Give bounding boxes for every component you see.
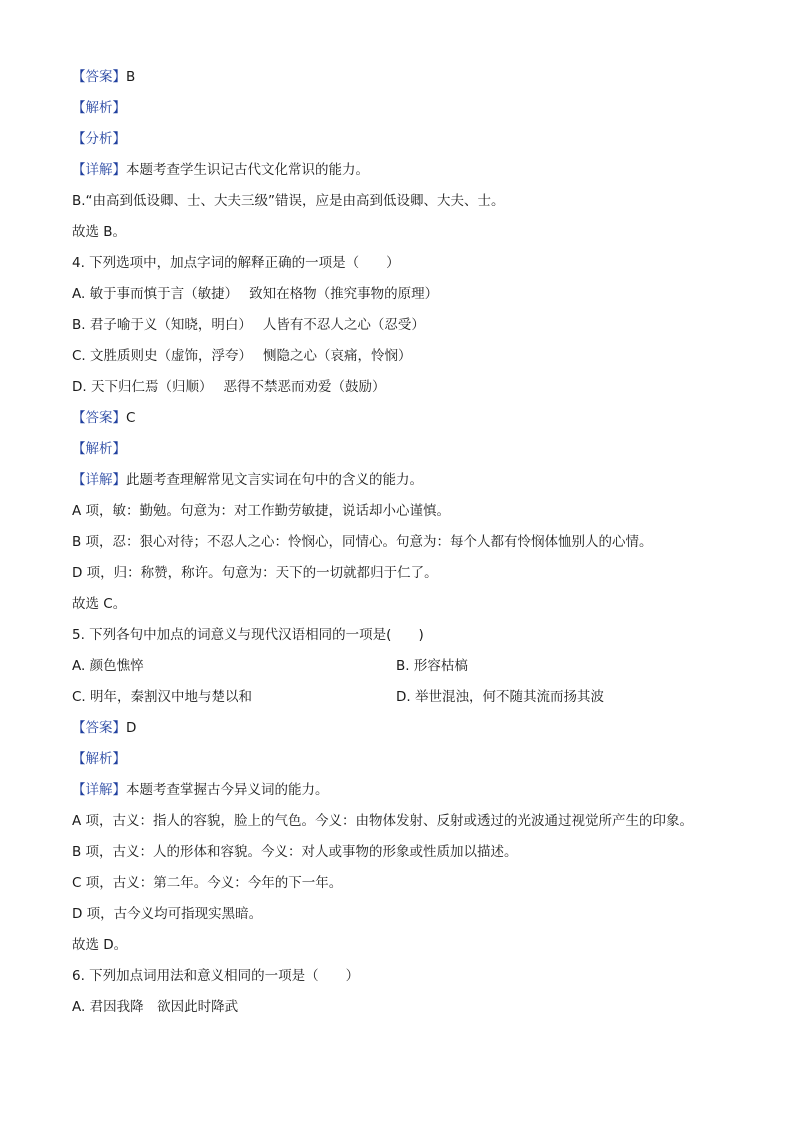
analysis-tag: 【解析】 [72,100,126,116]
q3-analysis-line [72,93,732,124]
q5-option-d: D. 举世混浊，何不随其流而扬其波 [396,689,604,705]
q6-stem: 6. 下列加点词用法和意义相同的一项是（ ） [72,968,360,984]
q3-explanation-b: B.“由高到低设卿、士、大夫三级”错误，应是由高到低设卿、大夫、士。 [72,193,505,209]
q5-option-c: C. 明年，秦割汉中地与楚以和 [72,689,253,705]
q4-answer-line [72,403,732,434]
fenxi-tag: 【分析】 [72,131,126,147]
q4-option-a: A. 敏于事而慎于言（敏捷） 致知在格物（推究事物的原理） [72,286,439,302]
answer-tag: 【答案】 [72,720,126,736]
q5-detail-line [72,775,732,806]
detail-text: 本题考查学生识记古代文化常识的能力。 [126,162,369,178]
q4-explanation-b: B 项，忍：狠心对待；不忍人之心：怜悯心，同情心。句意为：每个人都有怜悯体恤别人的心情。 [72,534,653,550]
detail-tag: 【详解】 [72,472,126,488]
q3-fenxi-line [72,124,732,155]
q3-detail-line [72,155,732,186]
analysis-tag: 【解析】 [72,441,126,457]
answer-value: B [126,69,136,85]
detail-tag: 【详解】 [72,162,126,178]
q5-explanation-b: B 项，古义：人的形体和容貌。今义：对人或事物的形象或性质加以描述。 [72,844,518,860]
q5-options-row-2 [72,682,732,713]
q5-explanation-c: C 项，古义：第二年。今义：今年的下一年。 [72,875,343,891]
q3-answer-line [72,62,732,93]
detail-tag: 【详解】 [72,782,126,798]
q5-stem: 5. 下列各句中加点的词意义与现代汉语相同的一项是( ) [72,627,424,643]
q4-analysis-line [72,434,732,465]
q5-analysis-line [72,744,732,775]
q4-option-b: B. 君子喻于义（知晓，明白） 人皆有不忍人之心（忍受） [72,317,425,333]
q4-option-c: C. 文胜质则史（虚饰，浮夸） 恻隐之心（哀痛，怜悯） [72,348,412,364]
q4-explanation-d: D 项，归：称赞，称许。句意为：天下的一切就都归于仁了。 [72,565,438,581]
q5-options-row-1 [72,651,732,682]
q4-conclusion: 故选 C。 [72,596,127,612]
q5-answer-line [72,713,732,744]
detail-text: 本题考查掌握古今异义词的能力。 [126,782,329,798]
q5-conclusion: 故选 D。 [72,937,128,953]
q4-explanation-a: A 项，敏：勤勉。句意为：对工作勤劳敏捷，说话却小心谨慎。 [72,503,451,519]
detail-text: 此题考查理解常见文言实词在句中的含义的能力。 [126,472,423,488]
answer-tag: 【答案】 [72,410,126,426]
answer-value: C [126,410,136,426]
document-page [72,62,732,1023]
q5-explanation-a: A 项，古义：指人的容貌，脸上的气色。今义：由物体发射、反射或透过的光波通过视觉所产生的印象。 [72,813,694,829]
answer-value: D [126,720,137,736]
q6-option-a: A. 君因我降 欲因此时降武 [72,999,239,1015]
q5-option-a: A. 颜色憔悴 [72,658,144,674]
q5-option-b: B. 形容枯槁 [396,658,468,674]
q4-stem: 4. 下列选项中，加点字词的解释正确的一项是（ ） [72,255,400,271]
analysis-tag: 【解析】 [72,751,126,767]
q3-conclusion: 故选 B。 [72,224,127,240]
answer-tag: 【答案】 [72,69,126,85]
q4-detail-line [72,465,732,496]
q4-option-d: D. 天下归仁焉（归顺） 恶得不禁恶而劝爱（鼓励） [72,379,386,395]
q5-explanation-d: D 项，古今义均可指现实黑暗。 [72,906,263,922]
